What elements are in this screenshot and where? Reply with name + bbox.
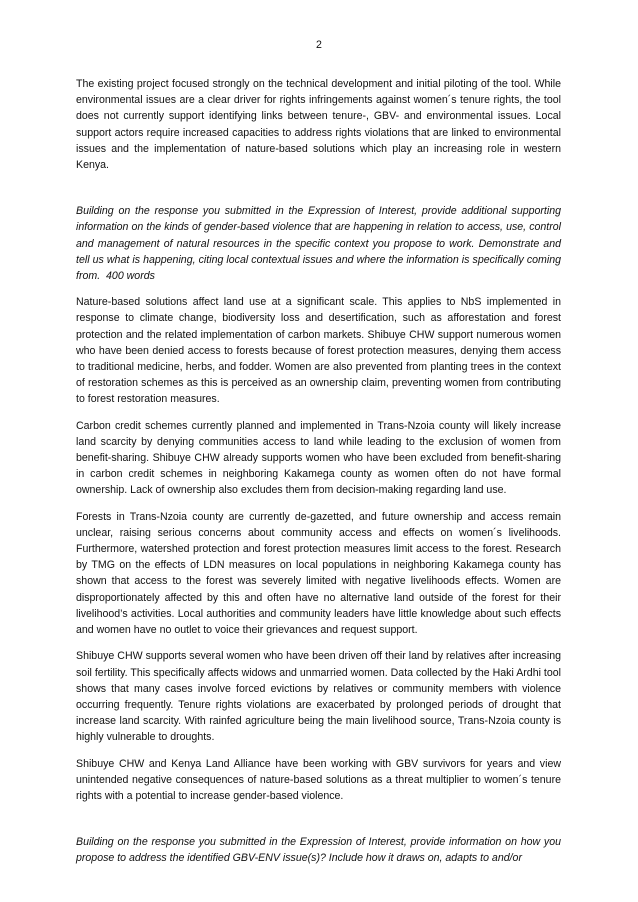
answer-paragraph: Nature-based solutions affect land use at a significant scale. This applies to NbS implemented in response to climate change, biodiversity loss and desertification, such as afforestation and forest protection and the related implementation of carbon markets. Shibuye CHW support numerous women who have been denied access to forests because of forest protection measures, denying them access to traditional medicine, herbs, and fodder. Women are also prevented from planting trees in the context of restoration schemes as this is perceived as an ownership claim, preventing women from contributing to forest restoration measures.	[76, 296, 561, 406]
answer-paragraph: Shibuye CHW and Kenya Land Alliance have been working with GBV survivors for years and view unintended negative consequences of nature-based solutions as a threat multiplier to women´s tenure rights with a potential to increase gender-based violence.	[76, 757, 561, 802]
intro-paragraph: The existing project focused strongly on the technical development and initial piloting of the tool. While environmental issues are a clear driver for rights infringements against women´s tenure rights, the tool does not currently support identifying links between tenure-, GBV- and environmental issues. Local support actors require increased capacities to address rights violations that are linked to environmental issues and the implementation of nature-based solutions which play an increasing role in western Kenya.	[76, 78, 561, 172]
answer-paragraph: Forests in Trans-Nzoia county are currently de-gazetted, and future ownership and access remain unclear, raising serious concerns about community access and effects on women´s livelihoods. Furthermore, watershed protection and forest protection measures limit access to the forest. Research by TMG on the effects of LDN measures on local populations in neighboring Kakamega county has shown that access to the forest was severely limited with negative livelihoods effects. Women are disproportionately affected by this and often have no alternative land outside of the forest for their livelihood’s activities. Local authorities and community leaders have little knowledge about such effects and women have no outlet to voice their grievances and request support.	[76, 510, 561, 637]
document-body	[76, 76, 561, 867]
answer-paragraph: Shibuye CHW supports several women who have been driven off their land by relatives after increasing soil fertility. This specifically affects widows and unmarried women. Data collected by the Haki Ardhi tool shows that many cases involve forced evictions by relatives or community members with violence occurring frequently. Tenure rights violations are exacerbated by prolonged periods of drought that increase land scarcity. With rainfed agriculture being the main livelihood source, Trans-Nzoia county is highly vulnerable to droughts.	[76, 650, 561, 744]
question-1-prompt	[76, 203, 561, 284]
answer-paragraph: Carbon credit schemes currently planned and implemented in Trans-Nzoia county will likely increase land scarcity by denying communities access to land while leading to the exclusion of women from benefit-sharing. Shibuye CHW already supports women who have been excluded from benefit-sharing in carbon credit schemes in neighboring Kakamega county as women often do not have formal ownership. Lack of ownership also excludes them from decision-making regarding land use.	[76, 419, 561, 497]
question-1-word-limit: 400 words	[106, 270, 155, 283]
question-2-prompt: Building on the response you submitted in the Expression of Interest, provide information on how you propose to address the identified GBV-ENV issue(s)? Include how it draws on, adapts to and/or	[76, 836, 561, 865]
page-number: 2	[316, 39, 322, 51]
question-1-text: Building on the response you submitted in the Expression of Interest, provide additional supporting information on the kinds of gender-based violence that are happening in relation to access, use, control and management of natural resources in the specific context you propose to work. Demonstrate and tell us what is happening, citing local contextual issues and where the information is specifically coming from.	[76, 205, 561, 283]
